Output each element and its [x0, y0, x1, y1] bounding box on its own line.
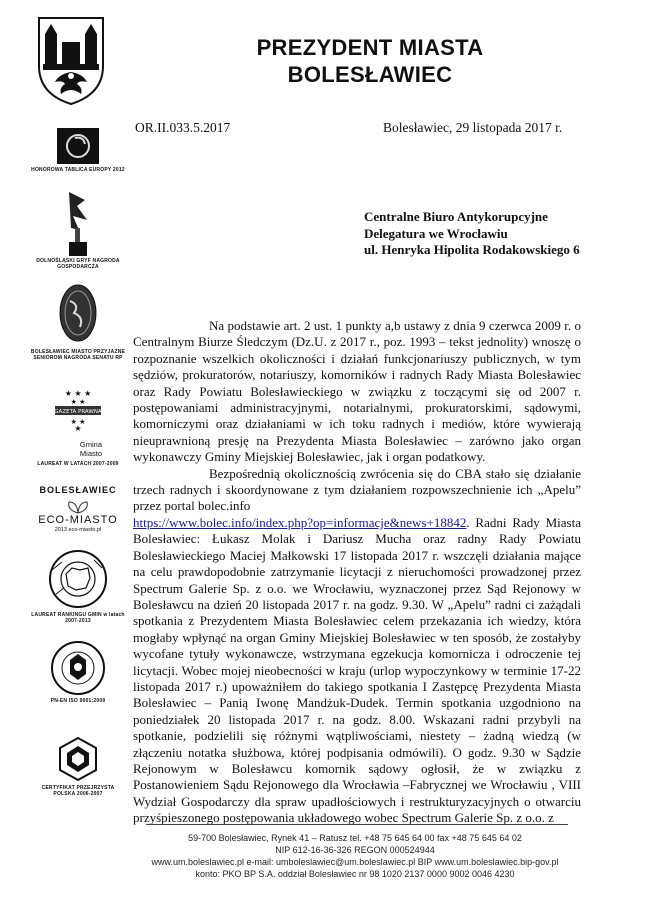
footer-web-email: www.um.boleslawiec.pl e-mail: umboleslawiec@um.boleslawiec.pl BIP www.um.boleslawiec.bip-gov.pl [151, 857, 559, 867]
city-crest-logo [36, 14, 106, 106]
sidebar-award-europe [30, 128, 126, 173]
document-title [190, 34, 550, 88]
place-and-date: Bolesławiec, 29 listopada 2017 r. [383, 120, 563, 135]
sidebar-certificate [30, 736, 126, 797]
senate-medal-icon [58, 283, 98, 343]
bolec-info-link[interactable]: https://www.bolec.info/index.php?op=informacje&news+18842 [133, 514, 467, 530]
gmina-line-1: Gmina [79, 440, 102, 449]
award-senate-caption: BOLESŁAWIEC MIASTO PRZYJAZNE SENIOROM NAGRODA SENATU RP [30, 349, 126, 361]
eco-leaf-icon [63, 500, 93, 514]
pn-caption: PN-EN ISO 9001:2009 [50, 698, 106, 704]
sidebar-gazeta-prawna [30, 384, 126, 432]
przejrzysta-polska-logo [57, 736, 99, 782]
paragraph-2: Bezpośrednią okolicznością zwrócenia się do CBA stało się działanie trzech radnych i skoordynowane z tym działaniem rozpowszechnienie ich „Apelu” przez portal bolec.info [133, 465, 581, 514]
svg-text:★: ★ [74, 424, 82, 432]
award-europe-caption: HONOROWA TABLICA EUROPY 2012 [31, 167, 125, 173]
paragraph-3-text: . Radni Rady Miasta Bolesławiec: Łukasz Molak i Dariusz Mucha oraz radny Rady Powiatu Bolesławieckiego Maciej Małkowski 17 listopada 2017 r. wszczęli działania mające na celu prawdopodobnie zatrzymanie licytacji z nieruchomości prowadzonej przez Spectrum Galerie Sp. z o.o. we Wrocławiu, wyznaczonej przez Sąd Rejonowy w Bolesławcu na dzień 20 listopada 2017 r. na godz. 9.30. W „Apelu” radni ci zażądali spotkania z Prezydentem Miasta Bolesławiec celem przekazania ich wiedzy, która mogłaby wpłynąć na organ Gminy Miejskiej Bolesławiec w ten sposób, że zostałyby wycofane tytuły wykonawcze, wstrzymana egzekucja komornicza i odroczenie tej licytacji. Wobec mojej nieobecności w kraju (urlop wypoczynkowy w terminie 17-22 listopada 2017 r.) upoważniłem do takiego spotkania I Zastępcę Prezydenta Miasta Bolesławiec – Panią Iwonę Mandżuk-Dudek. Termin spotkania uzgodniono na poniedziałek 20 listopada 2017 r. na godz. 8.00. Wskazani radni przybyli na spotkanie, podzielili się różnymi wątpliwościami, niestety – żadną wiedzą (w złączeniu notatka służbowa, której podpisania odmówili). O godz. 9.30 w Sądzie Rejonowym w Bolesławcu komornik sądowy ogłosił, że w związku z Postanowieniem Sądu Rejonowego dla Wrocławia –Fabrycznej we Wrocławiu , VIII Wydział Gospodarczy dla spraw upadłościowych i restrukturyzacyjnych o otwarciu przyśpieszonego postępowania układowego wobec Spectrum Galerie Sp. z o.o. z [133, 514, 581, 826]
paragraph-1: Na podstawie art. 2 ust. 1 punkty a,b ustawy z dnia 9 czerwca 2009 r. o Centralnym Biurze Śledczym (Dz.U. z 2017 r., poz. 1993 – tekst jednolity) wnoszę o rozpoznanie wszelkich okoliczności i działań funkcjonariuszy publicznych, w tym sędziów, prokuratorów, notariuszy, komorników i radnych Rady Miasta Bolesławiec oraz Rady Powiatu Bolesławieckiego w związku z toczącymi się od 2007 r. postępowaniami administracyjnymi, notarialnymi, prokuratorskimi, sądowymi, komorniczymi oraz działaniami w ich toku radnych i mediów, które wywierają nieuprawnioną presję na Prezydenta Miasta Bolesławiec – zarówno jako organ wykonawczy Gminy Miejskiej Bolesławiec, jak i organ podatkowy. [133, 318, 581, 465]
certificate-caption: CERTYFIKAT PRZEJRZYSTA POLSKA 2006-2007 [41, 785, 115, 797]
eco-miasto-label: ECO-MIASTO [38, 514, 118, 526]
gazeta-label: GAZETA PRAWNA [54, 409, 102, 415]
award-gryf-caption: DOLNOŚLĄSKI GRYF NAGRODA GOSPODARCZA [36, 258, 120, 270]
sidebar-boleslawiec-label: BOLESŁAWIEC [39, 485, 117, 495]
title-line-2: BOLESŁAWIEC [287, 62, 453, 87]
laureat-caption: LAUREAT W LATACH 2007-2009 [37, 461, 119, 467]
zwiazek-powiatow-logo [42, 548, 114, 610]
paragraph-3 [133, 515, 581, 827]
sidebar-zpp-award [30, 548, 126, 624]
council-of-europe-logo [57, 128, 99, 164]
recipient-line-1: Centralne Biuro Antykorupcyjne [364, 209, 548, 224]
recipient-line-3: ul. Henryka Hipolita Rodakowskiego 6 [364, 242, 580, 257]
zpp-caption: LAUREAT RANKINGU GMIN w latach 2007-2013 [31, 612, 125, 624]
footer-bank-account: konto: PKO BP S.A. oddział Bolesławiec nr 98 1020 2137 0000 9002 0046 4230 [195, 869, 515, 879]
sidebar-gmina-award [30, 440, 126, 467]
title-line-1: PREZYDENT MIASTA [256, 35, 484, 60]
gryf-statue-icon [63, 190, 93, 258]
eco-miasto-sub: 2013 eco-miasto.pl [54, 527, 102, 533]
sidebar-award-gryf [30, 190, 126, 270]
polska-2012-emblem [48, 640, 108, 696]
letter-body [133, 318, 581, 827]
recipient-line-2: Delegatura we Wrocławiu [364, 225, 508, 241]
sidebar-quality-award [30, 640, 126, 704]
reference-number: OR.II.033.5.2017 [135, 120, 231, 135]
footer-nip-regon: NIP 612-16-36-326 REGON 000524944 [275, 845, 435, 855]
footer-address: 59-700 Bolesławiec, Rynek 41 – Ratusz tel. +48 75 645 64 00 fax +48 75 645 64 02 [188, 833, 522, 843]
recipient-address [364, 209, 580, 259]
sidebar-award-senate [30, 283, 126, 361]
footer-divider [146, 824, 568, 825]
footer [120, 832, 590, 880]
gazeta-stars-icon [53, 384, 103, 432]
svg-text:★ ★: ★ ★ [70, 418, 86, 426]
svg-text:★ ★ ★: ★ ★ ★ [64, 389, 92, 398]
gmina-line-2: Miasto [79, 449, 102, 458]
sidebar-eco-miasto [30, 500, 126, 533]
svg-text:★ ★: ★ ★ [70, 398, 86, 406]
